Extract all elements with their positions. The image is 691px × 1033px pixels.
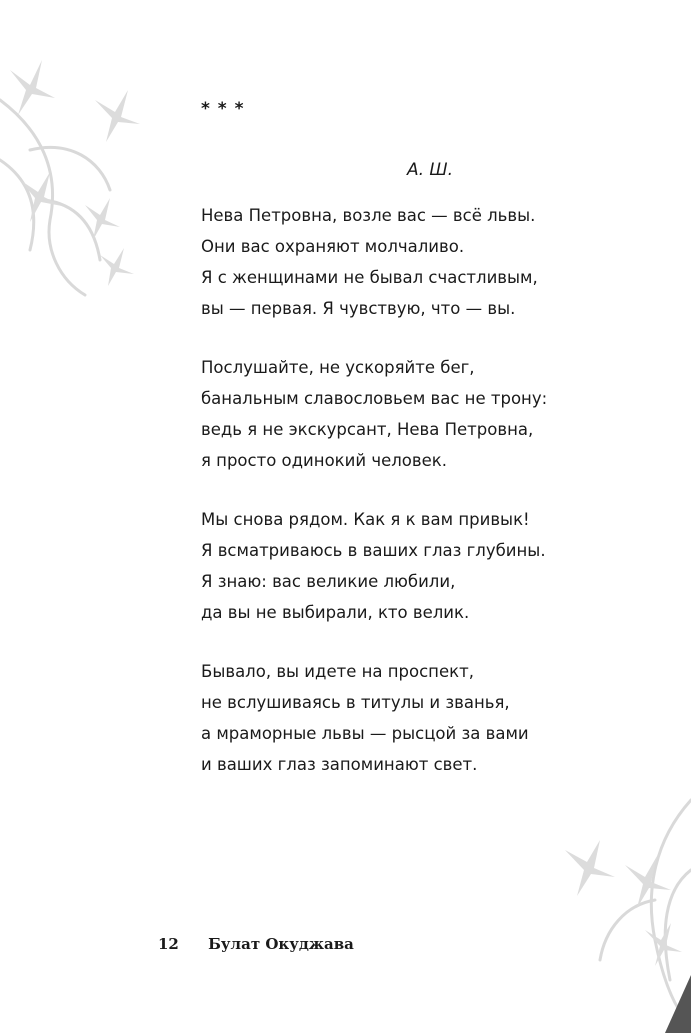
birds-branch-decoration-icon <box>0 40 150 300</box>
section-separator-stars: * * * <box>201 99 245 119</box>
poem-line: а мраморные львы — рысцой за вами <box>201 724 529 743</box>
poem-line: Я знаю: вас великие любили, <box>201 572 456 591</box>
poem-line: ведь я не экскурсант, Нева Петровна, <box>201 420 534 439</box>
poem-line: не вслушиваясь в титулы и званья, <box>201 693 510 712</box>
page-footer <box>158 935 354 953</box>
poem-line: Я всматриваюсь в ваших глаз глубины. <box>201 541 546 560</box>
author-name: Булат Окуджава <box>208 935 354 953</box>
poem-line: Они вас охраняют молчаливо. <box>201 237 465 256</box>
dedication: А. Ш. <box>407 160 454 180</box>
poem-line: Послушайте, не ускоряйте бег, <box>201 358 475 377</box>
stanza-1 <box>201 200 621 324</box>
poem-line: Бывало, вы идете на проспект, <box>201 662 474 681</box>
poem-line: Я с женщинами не бывал счастливым, <box>201 268 538 287</box>
poem-line: да вы не выбирали, кто велик. <box>201 603 470 622</box>
poem-line: банальным славословьем вас не трону: <box>201 389 548 408</box>
poem-line: Нева Петровна, возле вас — всё львы. <box>201 206 536 225</box>
stanza-4 <box>201 656 621 780</box>
poem-line: вы — первая. Я чувствую, что — вы. <box>201 299 516 318</box>
poem-line: и ваших глаз запоминают свет. <box>201 755 478 774</box>
stanza-3 <box>201 504 621 628</box>
poem-line: я просто одинокий человек. <box>201 451 447 470</box>
birds-branch-decoration-icon <box>545 780 691 1033</box>
poem-line: Мы снова рядом. Как я к вам привык! <box>201 510 530 529</box>
poem-body <box>201 200 621 808</box>
page-number: 12 <box>158 935 179 953</box>
stanza-2 <box>201 352 621 476</box>
